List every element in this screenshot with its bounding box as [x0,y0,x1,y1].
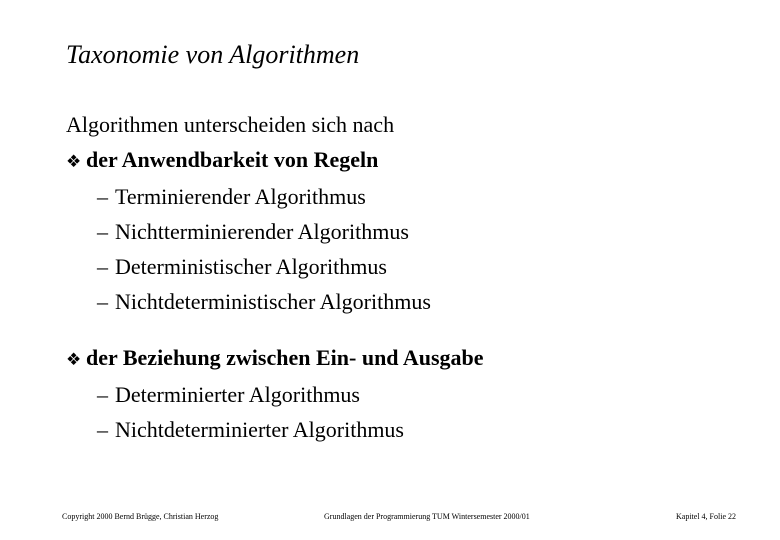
list-item-text: Deterministischer Algorithmus [115,254,387,279]
list-item-text: Determinierter Algorithmus [115,382,360,407]
intro-text: Algorithmen unterscheiden sich nach [66,112,395,137]
section-heading-line [66,344,726,374]
footer-course: Grundlagen der Programmierung TUM Wintersemester 2000/01 [324,512,530,521]
dash-marker: – [97,382,108,407]
list-item-text: Nichtterminierender Algorithmus [115,219,409,244]
section-heading-line [66,146,726,176]
list-item [97,253,726,281]
dash-marker: – [97,417,108,442]
dash-marker: – [97,289,108,314]
section-applicability [66,146,726,323]
section-input-output [66,344,726,451]
list-item [97,381,726,409]
dash-marker: – [97,254,108,279]
dash-marker: – [97,219,108,244]
sublist [66,183,726,316]
diamond-bullet-icon: ❖ [66,152,82,171]
list-item-text: Nichtdeterminierter Algorithmus [115,417,404,442]
section-heading: der Anwendbarkeit von Regeln [86,147,379,172]
footer-copyright: Copyright 2000 Bernd Brügge, Christian Herzog [62,512,219,521]
footer-slide-number: Kapitel 4, Folie 22 [676,512,736,521]
list-item-text: Terminierender Algorithmus [115,184,366,209]
list-item [97,218,726,246]
list-item [97,288,726,316]
dash-marker: – [97,184,108,209]
slide-title: Taxonomie von Algorithmen [66,40,360,69]
list-item [97,416,726,444]
section-heading: der Beziehung zwischen Ein- und Ausgabe [86,345,484,370]
list-item [97,183,726,211]
diamond-bullet-icon: ❖ [66,350,82,369]
list-item-text: Nichtdeterministischer Algorithmus [115,289,431,314]
sublist [66,381,726,444]
